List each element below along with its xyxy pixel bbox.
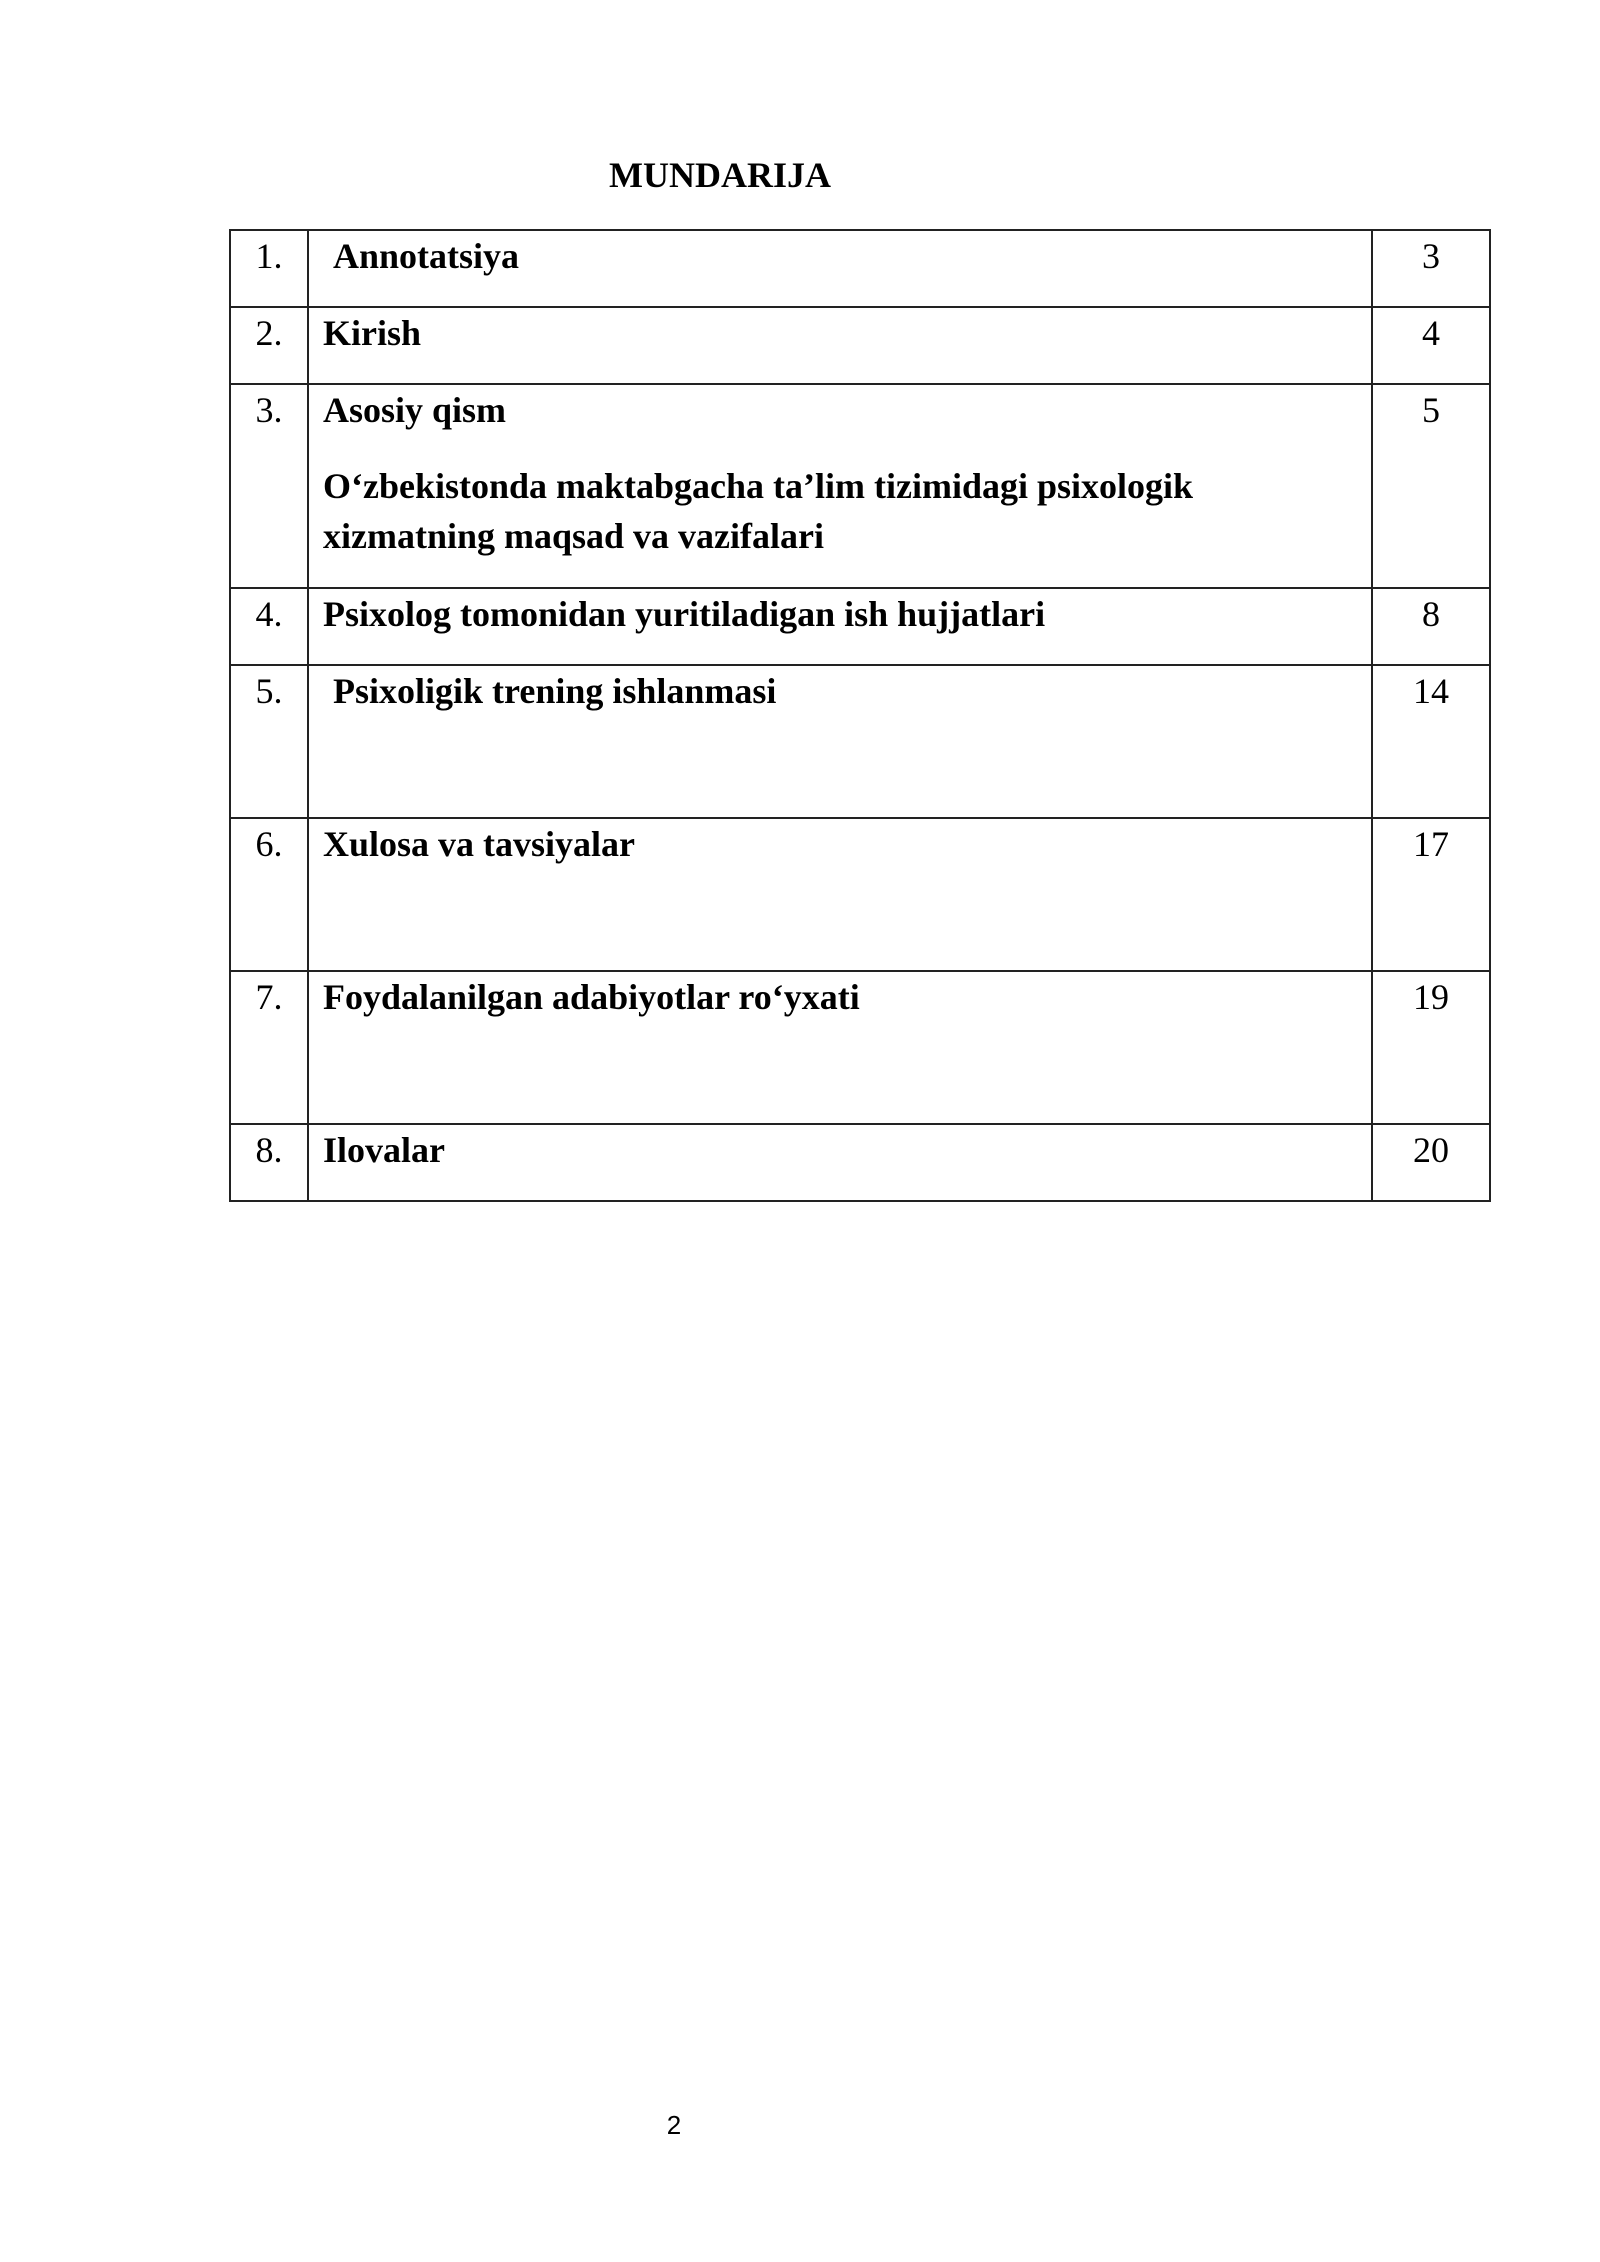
toc-number: 8. — [230, 1124, 308, 1201]
toc-page: 14 — [1372, 665, 1490, 818]
toc-page: 20 — [1372, 1124, 1490, 1201]
toc-row[interactable] — [230, 818, 1490, 971]
toc-title: Xulosa va tavsiyalar — [308, 818, 1372, 971]
toc-title: Psixoligik trening ishlanmasi — [308, 665, 1372, 818]
toc-number: 5. — [230, 665, 308, 818]
toc-row[interactable] — [230, 307, 1490, 384]
toc-page: 5 — [1372, 384, 1490, 588]
toc-subtitle: O‘zbekistonda maktabgacha ta’lim tizimidagi psixologik xizmatning maqsad va vazifalari — [323, 466, 1194, 556]
toc-title: Annotatsiya — [308, 230, 1372, 307]
toc-page: 4 — [1372, 307, 1490, 384]
toc-page: 3 — [1372, 230, 1490, 307]
toc-title: Foydalanilgan adabiyotlar ro‘yxati — [308, 971, 1372, 1124]
table-of-contents — [229, 229, 1491, 1202]
toc-page: 17 — [1372, 818, 1490, 971]
toc-title-block — [308, 384, 1372, 588]
toc-row[interactable] — [230, 1124, 1490, 1201]
toc-title: Asosiy qism — [323, 390, 507, 430]
toc-number: 4. — [230, 588, 308, 665]
toc-row[interactable] — [230, 665, 1490, 818]
toc-number: 3. — [230, 384, 308, 588]
toc-row[interactable] — [230, 588, 1490, 665]
toc-title: Kirish — [308, 307, 1372, 384]
toc-title: Psixolog tomonidan yuritiladigan ish hujjatlari — [308, 588, 1372, 665]
toc-number: 7. — [230, 971, 308, 1124]
footer-page-number: 2 — [666, 2110, 682, 2140]
toc-page: 8 — [1372, 588, 1490, 665]
toc-page: 19 — [1372, 971, 1490, 1124]
page-title: MUNDARIJA — [609, 155, 831, 195]
toc-number: 2. — [230, 307, 308, 384]
toc-row[interactable] — [230, 230, 1490, 307]
toc-row[interactable] — [230, 384, 1490, 588]
toc-row[interactable] — [230, 971, 1490, 1124]
toc-number: 6. — [230, 818, 308, 971]
toc-title: Ilovalar — [308, 1124, 1372, 1201]
toc-number: 1. — [230, 230, 308, 307]
